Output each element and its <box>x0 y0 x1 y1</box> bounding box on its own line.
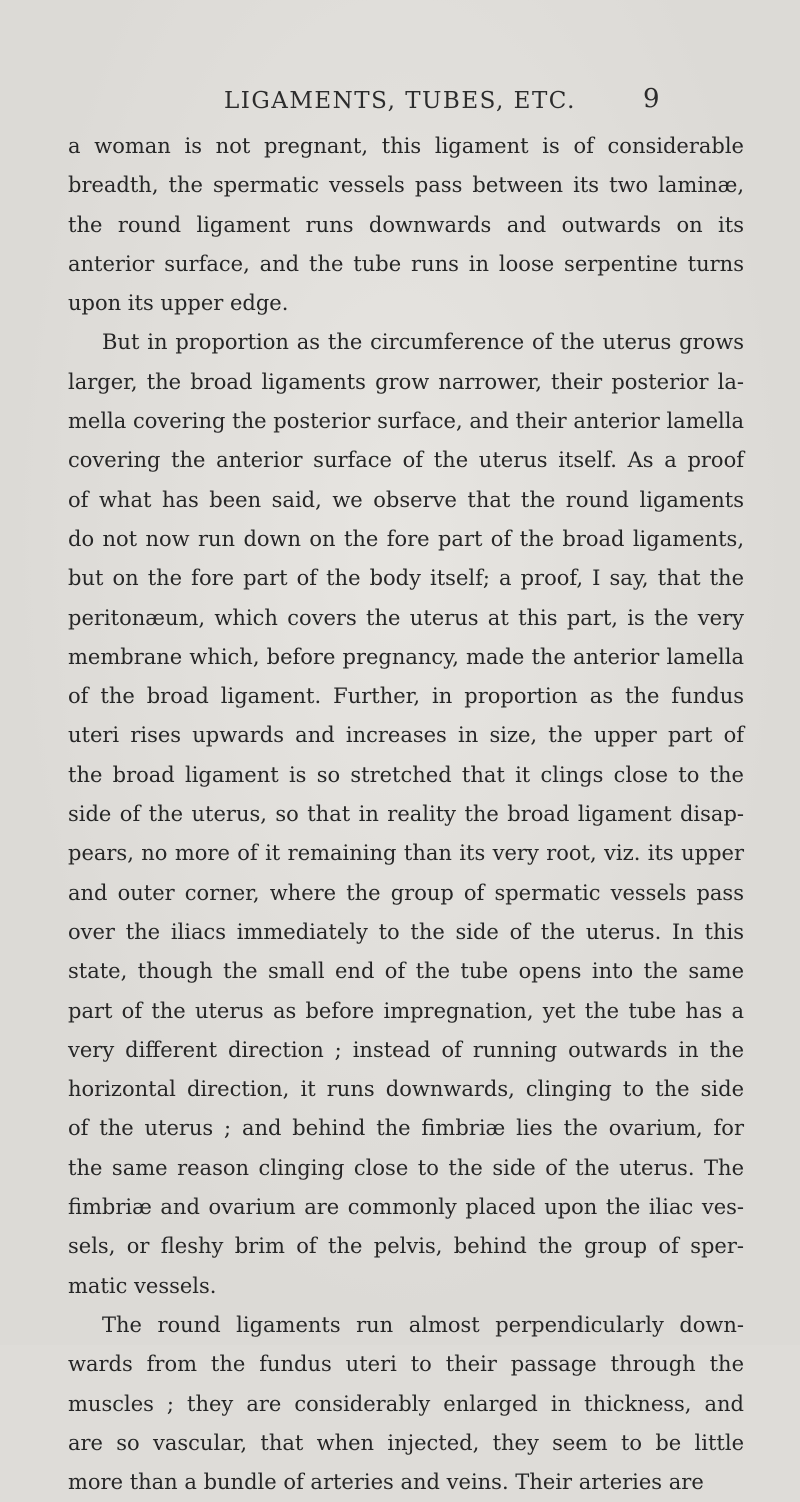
text-line: more than a bundle of arteries and veins. Their arteries are <box>68 1470 704 1495</box>
text-line: membrane which, before pregnancy, made the anterior lamella <box>68 644 744 669</box>
text-line: the same reason clinging close to the side of the uterus. The <box>68 1155 744 1180</box>
text-line: over the iliacs immediately to the side of the uterus. In this <box>68 919 744 944</box>
text-line: and outer corner, where the group of spermatic vessels pass <box>68 880 744 905</box>
text-line: a woman is not pregnant, this ligament is of considerable <box>68 134 744 158</box>
text-line: uteri rises upwards and increases in size, the upper part of <box>68 723 744 748</box>
text-line: muscles ; they are considerably enlarged in thickness, and <box>68 1391 744 1416</box>
text-line: of what has been said, we observe that the round ligaments <box>68 487 744 512</box>
text-line: very different direction ; instead of running outwards in the <box>68 1037 744 1062</box>
text-line: sels, or fleshy brim of the pelvis, behind the group of sper- <box>68 1234 744 1259</box>
text-line: part of the uterus as before impregnation, yet the tube has a <box>68 998 744 1023</box>
running-title: LIGAMENTS, TUBES, ETC. <box>224 88 576 114</box>
text-line: pears, no more of it remaining than its very root, viz. its upper <box>68 841 744 866</box>
text-line: wards from the fundus uteri to their passage through the <box>68 1352 744 1377</box>
paragraph <box>68 1306 744 1502</box>
text-line: upon its upper edge. <box>68 291 289 316</box>
text-line: the broad ligament is so stretched that it clings close to the <box>68 762 744 787</box>
text-line: the round ligament runs downwards and outwards on its <box>68 212 744 237</box>
text-line: of the uterus ; and behind the fimbriæ lies the ovarium, for <box>68 1116 744 1141</box>
text-line: fimbriæ and ovarium are commonly placed upon the iliac ves- <box>68 1195 744 1220</box>
text-line: covering the anterior surface of the uterus itself. As a proof <box>68 448 744 473</box>
text-line: horizontal direction, it runs downwards, clinging to the side <box>68 1077 744 1102</box>
text-line: anterior surface, and the tube runs in loose serpentine turns <box>68 251 744 276</box>
text-line: larger, the broad ligaments grow narrower, their posterior la- <box>68 369 744 394</box>
text-line: breadth, the spermatic vessels pass between its two laminæ, <box>68 173 744 198</box>
paragraph <box>68 323 744 1305</box>
text-line: side of the uterus, so that in reality the broad ligament disap- <box>68 802 744 827</box>
body-text <box>68 127 744 1502</box>
running-header <box>0 82 800 118</box>
text-line: but on the fore part of the body itself; a proof, I say, that the <box>68 566 744 591</box>
page-number: 9 <box>643 84 660 114</box>
text-line: But in proportion as the circumference of the uterus grows <box>102 330 744 355</box>
text-line: The round ligaments run almost perpendicularly down- <box>102 1312 744 1337</box>
text-line: state, though the small end of the tube opens into the same <box>68 959 744 984</box>
text-line: peritonæum, which covers the uterus at this part, is the very <box>68 605 744 630</box>
text-line: of the broad ligament. Further, in proportion as the fundus <box>68 684 744 709</box>
text-line: are so vascular, that when injected, they seem to be little <box>68 1430 744 1455</box>
text-line: mella covering the posterior surface, and their anterior lamella <box>68 409 744 434</box>
paragraph <box>68 127 744 323</box>
text-line: do not now run down on the fore part of the broad ligaments, <box>68 526 744 551</box>
text-line: matic vessels. <box>68 1273 217 1298</box>
